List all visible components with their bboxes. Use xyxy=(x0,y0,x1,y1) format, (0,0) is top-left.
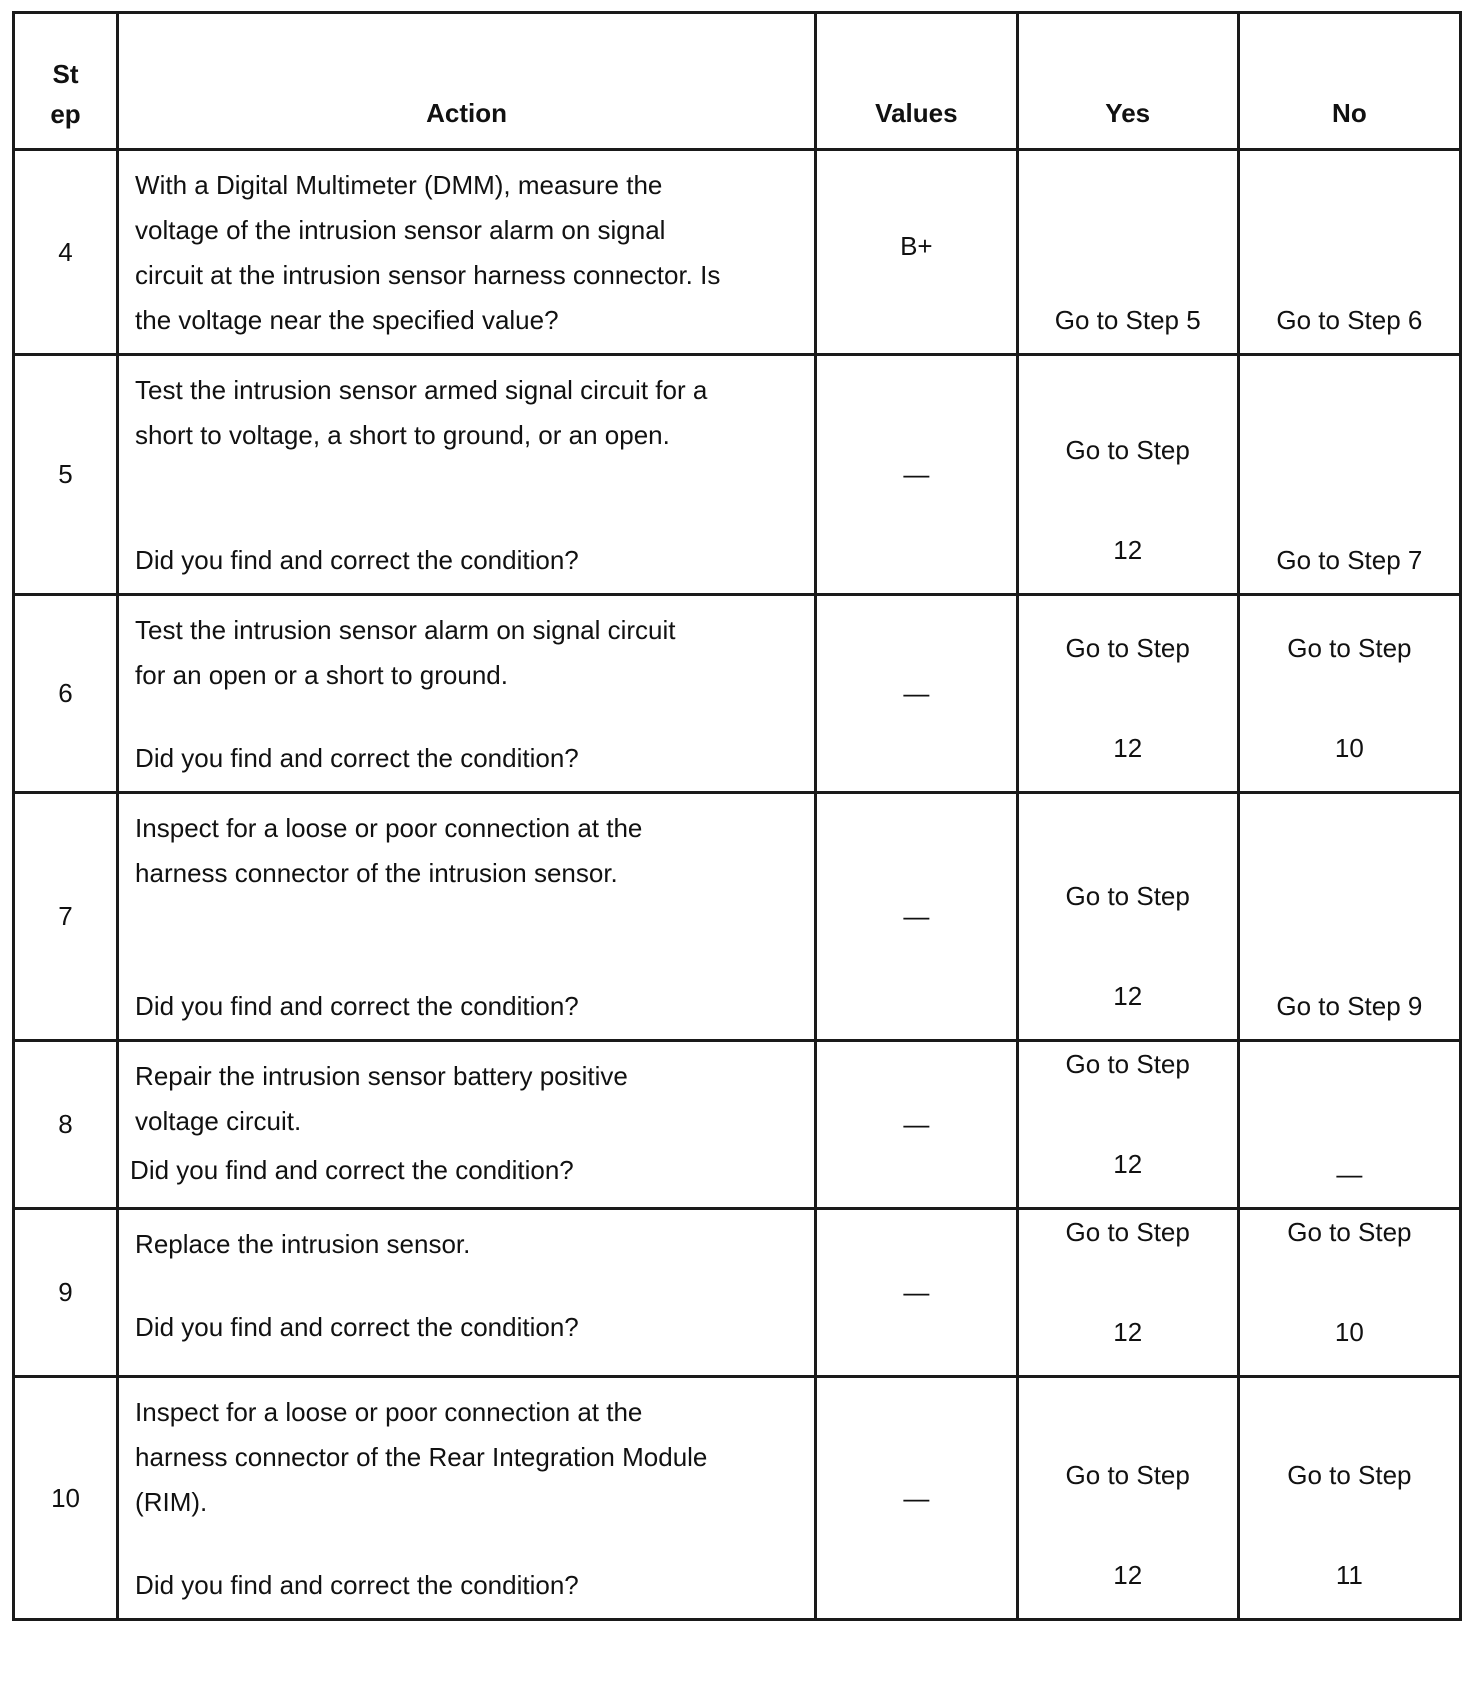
step-number: 5 xyxy=(14,355,118,595)
yes-link: Go to Step 12 xyxy=(1065,633,1190,763)
table-row xyxy=(14,595,1461,793)
values-cell: — xyxy=(816,595,1018,793)
header-no: No xyxy=(1238,13,1460,150)
values-cell: — xyxy=(816,355,1018,595)
yes-cell xyxy=(1017,150,1238,355)
no-link: Go to Step 9 xyxy=(1276,991,1423,1021)
no-cell xyxy=(1238,793,1460,1041)
action-line: (RIM). xyxy=(135,1487,208,1517)
yes-cell xyxy=(1017,1209,1238,1377)
no-cell xyxy=(1238,1041,1460,1209)
step-number: 9 xyxy=(14,1209,118,1377)
action-line: Inspect for a loose or poor connection at the xyxy=(135,1397,643,1427)
no-link: Go to Step 7 xyxy=(1276,545,1423,575)
action-cell xyxy=(118,793,816,1041)
yes-cell xyxy=(1017,595,1238,793)
action-line: harness connector of the intrusion sensor. xyxy=(135,858,618,888)
header-step xyxy=(14,13,118,150)
action-line: voltage circuit. xyxy=(135,1106,302,1136)
no-link: Go to Step 6 xyxy=(1276,305,1423,335)
action-question: Did you find and correct the condition? xyxy=(135,991,579,1021)
values-cell: — xyxy=(816,1041,1018,1209)
action-line: circuit at the intrusion sensor harness connector. Is xyxy=(135,260,721,290)
step-number: 4 xyxy=(14,150,118,355)
step-number: 10 xyxy=(14,1377,118,1620)
yes-link: Go to Step 12 xyxy=(1065,1217,1190,1347)
no-link: Go to Step 10 xyxy=(1287,633,1412,763)
step-number: 6 xyxy=(14,595,118,793)
no-cell xyxy=(1238,1377,1460,1620)
yes-link: Go to Step 12 xyxy=(1065,435,1190,565)
step-number: 8 xyxy=(14,1041,118,1209)
action-line: Test the intrusion sensor alarm on signal circuit xyxy=(135,615,676,645)
step-number: 7 xyxy=(14,793,118,1041)
action-question: Did you find and correct the condition? xyxy=(135,1312,579,1342)
table-row xyxy=(14,1041,1461,1209)
no-link: — xyxy=(1336,1159,1363,1189)
table-row xyxy=(14,355,1461,595)
action-cell xyxy=(118,355,816,595)
action-cell xyxy=(118,150,816,355)
action-line: harness connector of the Rear Integration Module xyxy=(135,1442,708,1472)
table-row xyxy=(14,1377,1461,1620)
action-line: short to voltage, a short to ground, or an open. xyxy=(135,420,670,450)
table-row xyxy=(14,1209,1461,1377)
diagnostic-table xyxy=(12,11,1462,1621)
action-line: voltage of the intrusion sensor alarm on signal xyxy=(135,215,666,245)
action-cell xyxy=(118,1209,816,1377)
action-question: Did you find and correct the condition? xyxy=(135,743,579,773)
values-cell: — xyxy=(816,793,1018,1041)
header-values: Values xyxy=(816,13,1018,150)
yes-cell xyxy=(1017,1041,1238,1209)
yes-cell xyxy=(1017,355,1238,595)
values-cell: B+ xyxy=(816,150,1018,355)
action-line: for an open or a short to ground. xyxy=(135,660,508,690)
action-line: Test the intrusion sensor armed signal circuit for a xyxy=(135,375,708,405)
action-question: Did you find and correct the condition? xyxy=(135,1570,579,1600)
action-line: With a Digital Multimeter (DMM), measure the xyxy=(135,170,663,200)
table-row xyxy=(14,150,1461,355)
header-step-line2: ep xyxy=(50,99,81,129)
values-cell: — xyxy=(816,1377,1018,1620)
yes-link: Go to Step 12 xyxy=(1065,1460,1190,1590)
diagnostic-page xyxy=(12,11,1462,1621)
header-action: Action xyxy=(118,13,816,150)
no-cell xyxy=(1238,355,1460,595)
action-line: Replace the intrusion sensor. xyxy=(135,1229,471,1259)
header-row xyxy=(14,13,1461,150)
action-cell xyxy=(118,595,816,793)
header-step-line1: St xyxy=(52,59,79,89)
no-link: Go to Step 10 xyxy=(1287,1217,1412,1347)
action-question: Did you find and correct the condition? xyxy=(130,1155,574,1185)
action-line: Repair the intrusion sensor battery positive xyxy=(135,1061,628,1091)
no-cell xyxy=(1238,1209,1460,1377)
header-yes: Yes xyxy=(1017,13,1238,150)
table-row xyxy=(14,793,1461,1041)
yes-cell xyxy=(1017,793,1238,1041)
no-link: Go to Step 11 xyxy=(1287,1460,1412,1590)
yes-link: Go to Step 5 xyxy=(1054,305,1201,335)
yes-cell xyxy=(1017,1377,1238,1620)
no-cell xyxy=(1238,595,1460,793)
action-line: the voltage near the specified value? xyxy=(135,305,559,335)
action-question: Did you find and correct the condition? xyxy=(135,545,579,575)
no-cell xyxy=(1238,150,1460,355)
action-cell xyxy=(118,1377,816,1620)
action-cell xyxy=(118,1041,816,1209)
yes-link: Go to Step 12 xyxy=(1065,1049,1190,1179)
yes-link: Go to Step 12 xyxy=(1065,881,1190,1011)
values-cell: — xyxy=(816,1209,1018,1377)
action-line: Inspect for a loose or poor connection at the xyxy=(135,813,643,843)
